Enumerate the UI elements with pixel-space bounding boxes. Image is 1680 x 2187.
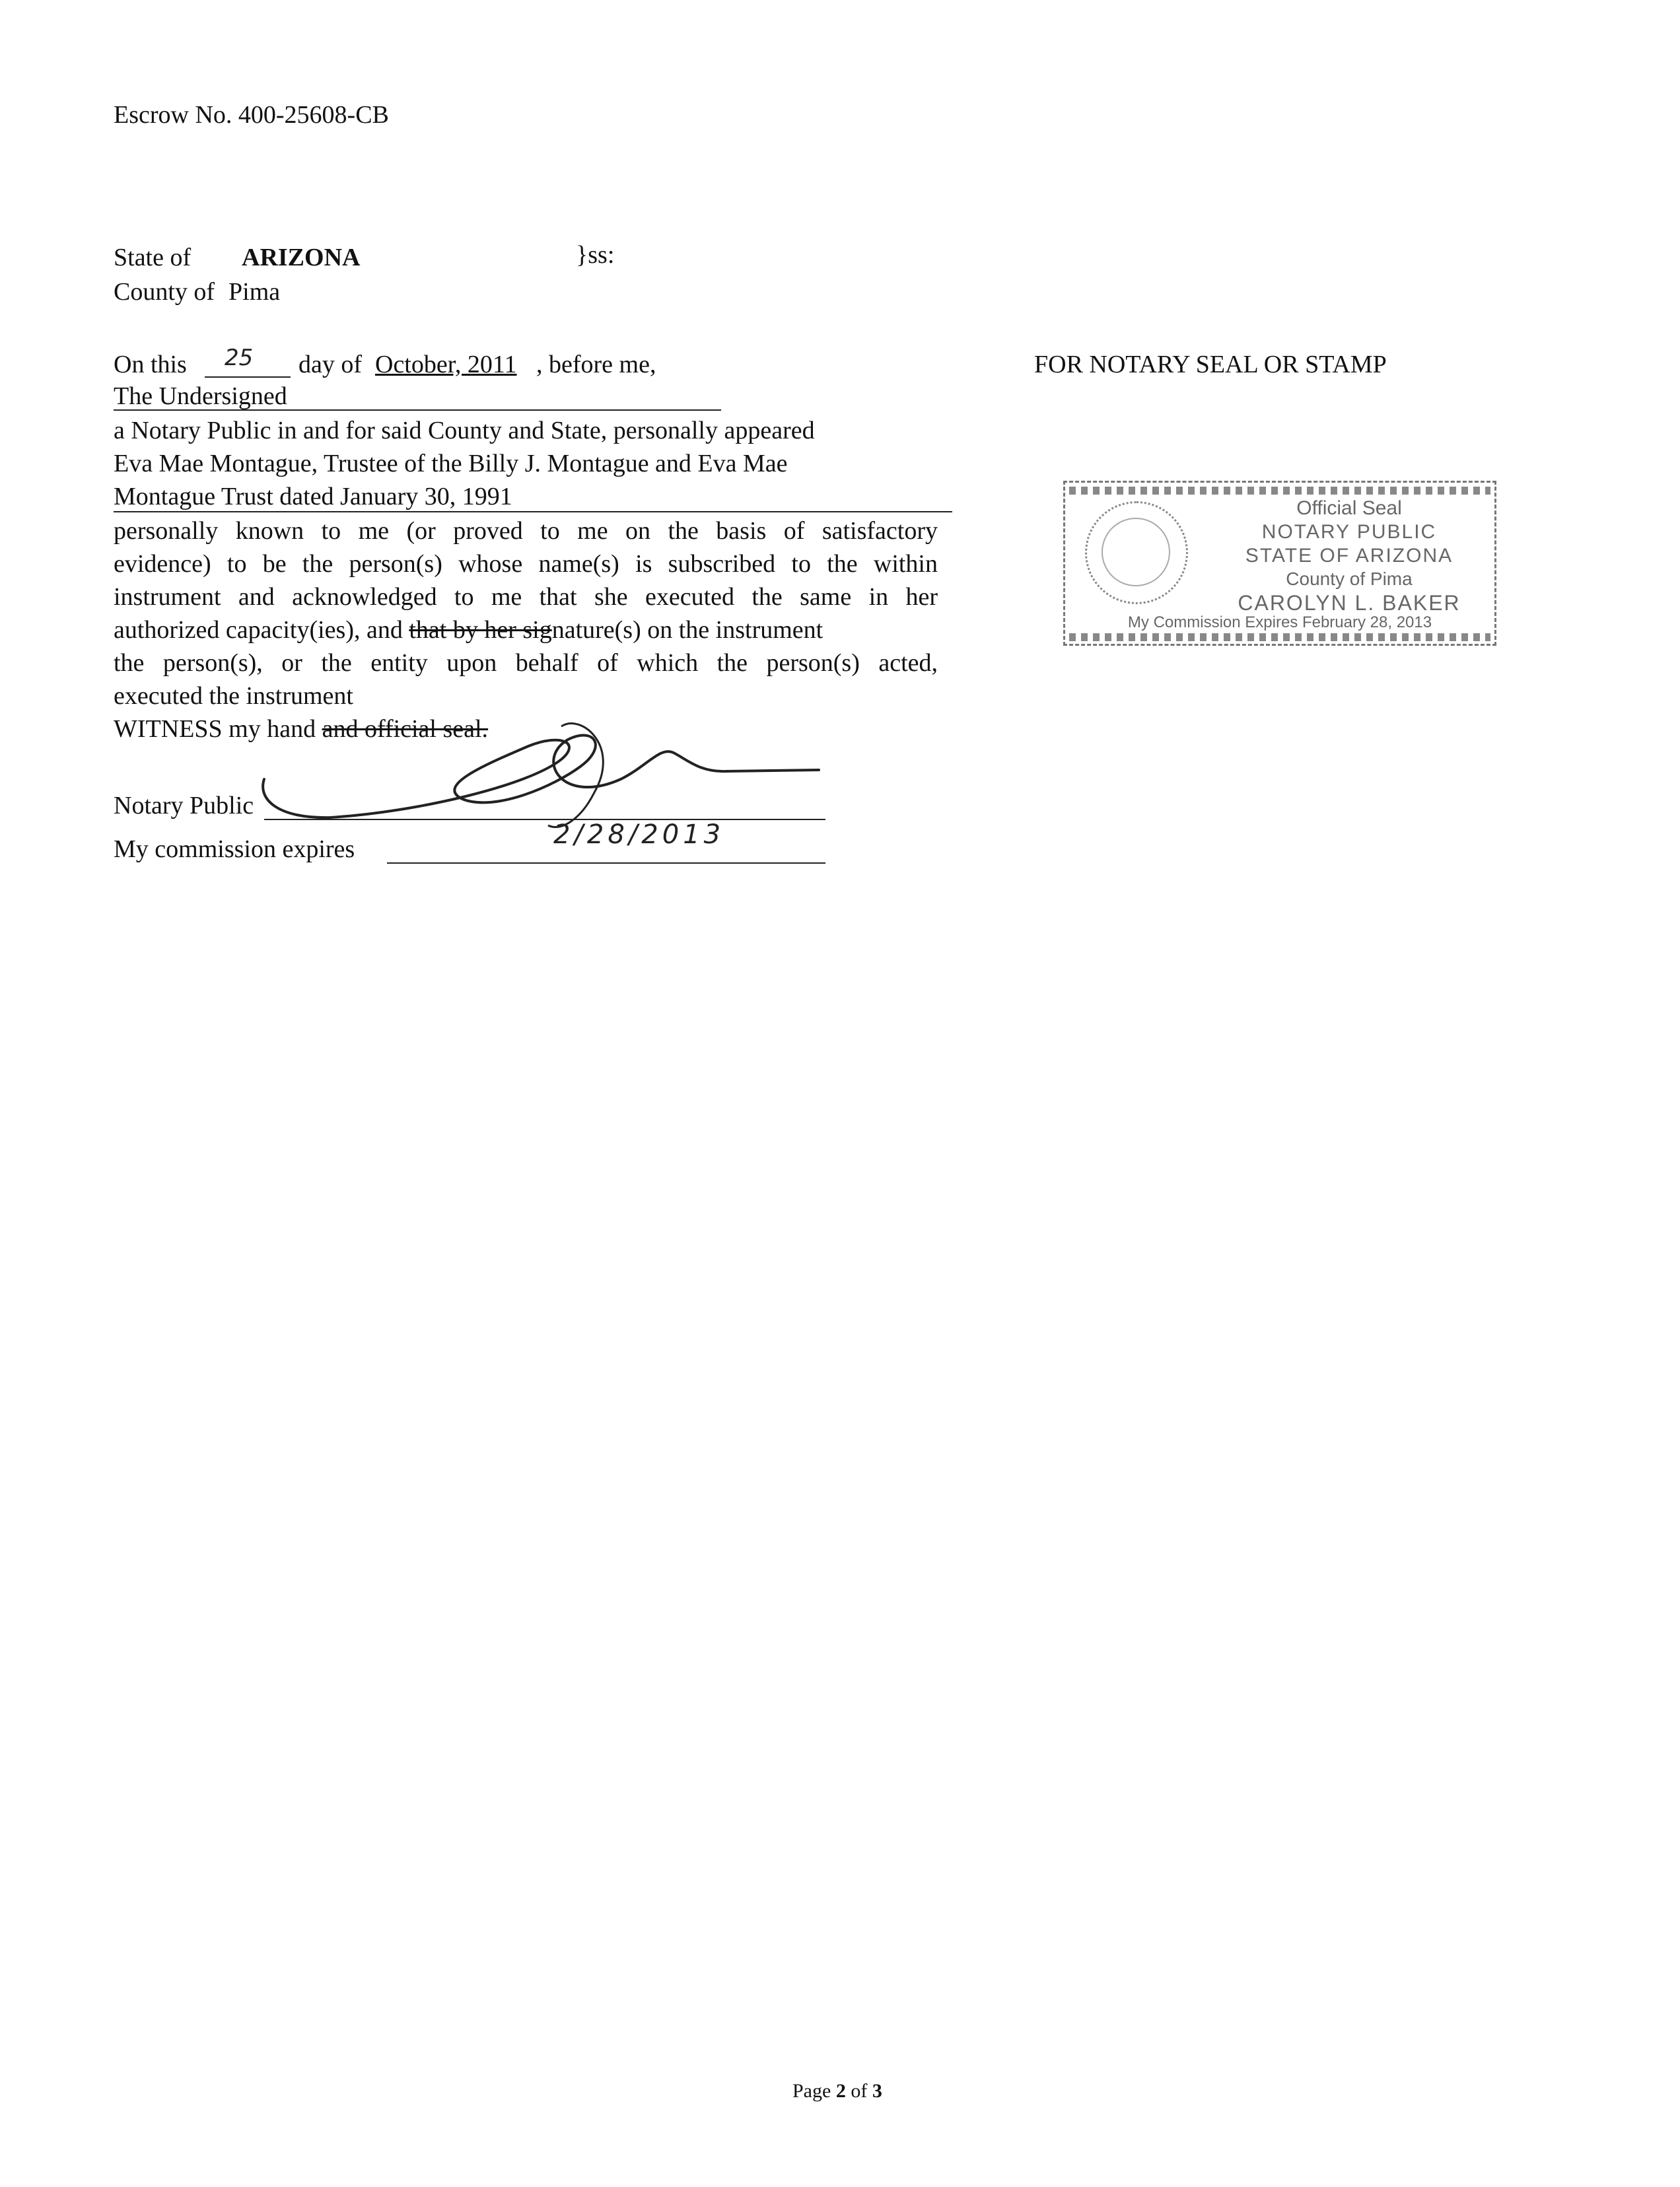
notary-name-line [114,409,721,411]
escrow-number: Escrow No. 400-25608-CB [114,101,389,129]
body-line-6: executed the instrument [114,682,353,710]
commission-handwritten: 2/28/2013 [553,819,725,850]
day-handwritten: 25 [225,345,254,371]
notary-stamp [1063,481,1496,646]
county-label: County of [114,278,215,306]
body-line-3: instrument and acknowledged to me that she executed the same in her [114,583,938,611]
notary-signature [251,707,832,839]
appeared-line: a Notary Public in and for said County and State, personally appeared [114,417,815,444]
body-line-4-end: nature(s) on the instrument [551,616,823,644]
page-total: 3 [872,2080,882,2102]
page-mid: of [845,2080,872,2102]
state-label: State of [114,244,192,271]
appearer-line-rule [114,511,952,512]
body-line-5: the person(s), or the entity upon behalf of which the person(s) acted, [114,649,938,677]
acknowledgment-date: October, 2011 [375,351,517,378]
appearer-line-2: Montague Trust dated January 30, 1991 [114,483,512,510]
body-line-4-start: authorized capacity(ies), and [114,616,403,644]
body-line-1: personally known to me (or proved to me on the basis of satisfactory [114,517,938,545]
stamp-line-5: CAROLYN L. BAKER [1238,591,1461,615]
stamp-line-6: My Commission Expires February 28, 2013 [1127,613,1432,631]
notary-public-label: Notary Public [114,792,254,819]
arizona-seal-icon [1085,501,1188,604]
ss-bracket: }ss: [576,241,615,269]
witness-struck-text: and official seal. [322,715,489,743]
stamp-line-2: NOTARY PUBLIC [1261,521,1437,543]
stamp-border-bottom [1069,633,1490,641]
commission-line [387,862,825,864]
day-of-label: day of [298,351,363,378]
state-value: ARIZONA [242,244,361,271]
body-line-2: evidence) to be the person(s) whose name(s) is subscribed to the within [114,550,938,578]
stamp-border-top [1069,487,1490,495]
stamp-line-3: STATE OF ARIZONA [1245,545,1453,567]
commission-label: My commission expires [114,835,355,863]
body-line-4 [114,614,938,646]
notary-name: The Undersigned [114,382,287,410]
before-me: , before me, [536,351,656,378]
day-blank [205,376,291,378]
stamp-line-1: Official Seal [1296,497,1402,519]
witness-text: WITNESS my hand [114,715,316,743]
on-this-label: On this [114,351,187,378]
county-value: Pima [228,278,281,306]
notary-seal-label: FOR NOTARY SEAL OR STAMP [1034,351,1387,378]
stamp-line-4: County of Pima [1286,569,1413,589]
page-current: 2 [835,2080,846,2102]
appearer-line-1: Eva Mae Montague, Trustee of the Billy J. Montague and Eva Mae [114,450,788,477]
page-prefix: Page [792,2080,836,2102]
page-number [792,2080,882,2102]
body-line-4-struck: that by her sig [409,616,552,644]
